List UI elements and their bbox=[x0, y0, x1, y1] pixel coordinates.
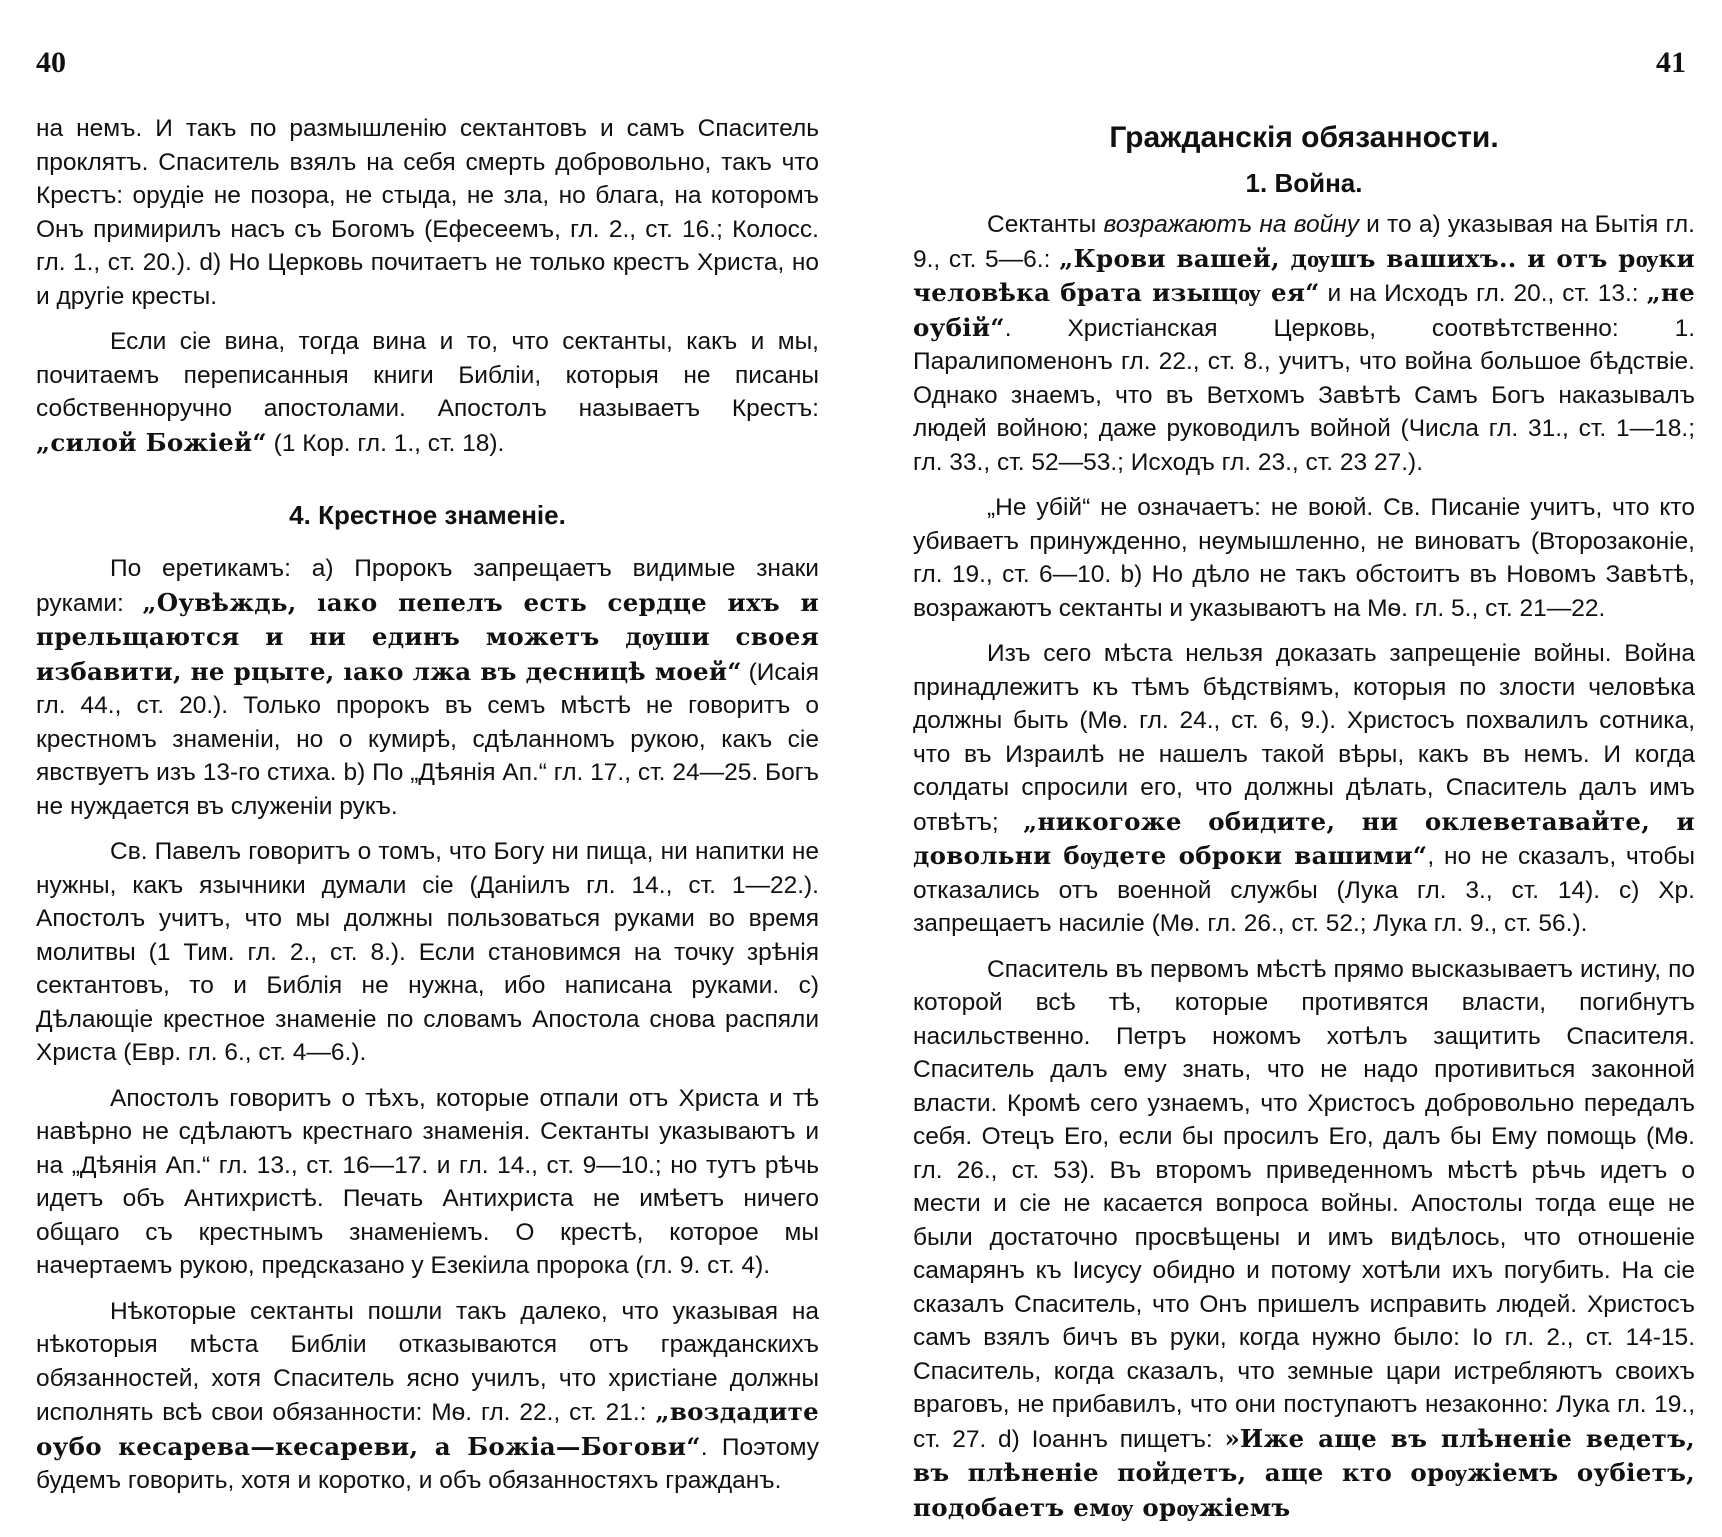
paragraph bbox=[36, 552, 819, 823]
church-slavonic-quote: „воздадите оубо кесарева—кесареви, а Божіа—Богови“ bbox=[36, 1397, 819, 1461]
text-run: Сектанты bbox=[987, 211, 1104, 238]
right-page-number: 41 bbox=[1656, 46, 1686, 79]
church-slavonic-quote: „не оубій“ bbox=[913, 278, 1695, 342]
text-run: Если сіе вина, тогда вина и то, что сектанты, какъ и мы, почитаемъ переписанныя книги Библіи, которыя не писаны собственноручно апостолами. Апостолъ называетъ Крестъ: bbox=[36, 328, 819, 422]
chapter-title: Гражданскія обязанности. bbox=[1109, 121, 1499, 154]
paragraph: на немъ. И такъ по размышленію сектантовъ и самъ Спаситель проклятъ. Спаситель взялъ на себя смерть добровольно, такъ что Крестъ: орудіе не позора, не стыда, не зла, но блага, на которомъ Онъ примирилъ насъ съ Богомъ (Ефесеемъ, гл. 2., ст. 16.; Колосс. гл. 1., ст. 20.). d) Но Церковь почитаетъ не только крестъ Христа, но и другіе кресты. bbox=[36, 115, 819, 310]
paragraph: „Не убій“ не означаетъ: не воюй. Св. Писаніе учитъ, что кто убиваетъ принужденно, неумышленно, не виноватъ (Второзаконіе, гл. 19., ст. 6—10. b) Но дѣло не такъ обстоитъ въ Новомъ Завѣтѣ, возражаютъ сектанты и указываютъ на Мѳ. гл. 5., ст. 21—22. bbox=[913, 494, 1695, 622]
text-run: , но не сказалъ, чтобы отказались отъ военной службы (Лука гл. 3., ст. 14). с) Хр. запрещаетъ насиліе (Мѳ. гл. 26., ст. 52.; Лука гл. 9., ст. 56.). bbox=[913, 843, 1695, 937]
text-run: . Поэтому будемъ говорить, хотя и коротко, и объ обязанностяхъ гражданъ. bbox=[36, 1433, 819, 1494]
right-page-text bbox=[913, 118, 1695, 1537]
paragraph bbox=[36, 1295, 819, 1498]
emphasis-text: возражаютъ на войну bbox=[1103, 211, 1359, 238]
paragraph bbox=[36, 325, 819, 460]
text-run: и на Исходъ гл. 20., ст. 13.: bbox=[1319, 280, 1647, 307]
church-slavonic-quote: „силой Божіей“ bbox=[36, 427, 267, 457]
left-page bbox=[0, 0, 861, 1500]
church-slavonic-quote: „никогоже обидите, ни оклеветавайте, и довольни бѹдете оброки вашими“ bbox=[913, 806, 1695, 870]
paragraph: Св. Павелъ говоритъ о томъ, что Богу ни пища, ни напитки не нужны, какъ язычники думали сіе (Даніилъ гл. 14., ст. 1—22.). Апостолъ учитъ, что мы должны пользоваться руками во время молитвы (1 Тим. гл. 2., ст. 8.). Если становимся на точку зрѣнія сектантовъ, то и Библія не нужна, ибо написана руками. с) Дѣлающіе крестное знаменіе по словамъ Апостола снова распяли Христа (Евр. гл. 6., ст. 4—6.). bbox=[36, 838, 819, 1066]
section-heading: 1. Война. bbox=[1245, 168, 1363, 198]
text-run: Нѣкоторые сектанты пошли такъ далеко, что указывая на нѣкоторыя мѣста Библіи отказываются отъ гражданскихъ обязанностей, хотя Спаситель ясно училъ, что христіане должны исполнять всѣ свои обязанности: Мѳ. гл. 22., ст. 21.: bbox=[36, 1297, 819, 1426]
left-page-number: 40 bbox=[36, 46, 66, 79]
paragraph bbox=[913, 208, 1695, 479]
text-run: (1 Кор. гл. 1., ст. 18). bbox=[266, 429, 505, 457]
text-run: По еретикамъ: а) Пророкъ запрещаетъ видимые знаки руками: bbox=[36, 555, 819, 617]
section-heading: 4. Крестное знаменіе. bbox=[289, 500, 566, 530]
church-slavonic-quote: »Иже аще въ плѣненіе ведетъ, въ плѣненіе пойдетъ, аще кто орѹжіемъ оубіетъ, подобаетъ емѹ орѹжіемъ bbox=[913, 1423, 1695, 1522]
text-run: (Исаія гл. 44., ст. 20.). Только пророкъ въ семъ мѣстѣ не говоритъ о крестномъ знаменіи, но о кумирѣ, сдѣланномъ рукою, какъ сіе явствуетъ изъ 13-го стиха. b) По „Дѣянія Ап.“ гл. 17., ст. 24—25. Богъ не нуждается въ служеніи рукъ. bbox=[36, 658, 819, 820]
text-run: . Христіанская Церковь, соотвѣтственно: 1. Паралипоменонъ гл. 22., ст. 8., учитъ, что война большое бѣдствіе. Однако знаемъ, что въ Ветхомъ Завѣтѣ Самъ Богъ наказывалъ людей войною; даже руководилъ войной (Числа гл. 31., ст. 1—18.; гл. 33., ст. 52—53.; Исходъ гл. 23., ст. 23 27.). bbox=[913, 314, 1695, 476]
paragraph bbox=[913, 953, 1695, 1526]
left-page-text bbox=[36, 112, 819, 1510]
right-page bbox=[861, 0, 1722, 1522]
text-run: Спаситель въ первомъ мѣстѣ прямо высказываетъ истину, по которой всѣ тѣ, которые противятся власти, погибнутъ насильственно. Петръ ножомъ хотѣлъ защитить Спасителя. Спаситель далъ ему знать, что не надо противиться законной власти. Кромѣ сего узнаемъ, что Христосъ добровольно передалъ себя. Отецъ Его, если бы просилъ Его, далъ бы Ему помощь (Мѳ. гл. 26., ст. 53). Въ второмъ приведенномъ мѣстѣ рѣчь идетъ о мести и сіе не касается вопроса войны. Апостолы тогда еще не были достаточно просвѣщены и имъ видѣлось, что отношеніе самарянъ къ Іисусу обидно и потому хотѣли ихъ погубить. На сіе сказалъ Спаситель, что Онъ пришелъ исправить людей. Христосъ самъ взялъ бичъ въ руки, когда нужно было: Іо гл. 2., ст. 14-15. Спаситель, когда сказалъ, что земные цари истребляютъ своихъ враговъ, не прибавилъ, что они поступаютъ незаконно: Лука гл. 19., ст. 27. d) Іоаннъ пищетъ: bbox=[913, 955, 1695, 1453]
paragraph bbox=[913, 637, 1695, 941]
paragraph: Апостолъ говоритъ о тѣхъ, которые отпали отъ Христа и тѣ навѣрно не сдѣлаютъ крестнаго знаменія. Сектанты указываютъ и на „Дѣянія Ап.“ гл. 13., ст. 16—17. и гл. 14., ст. 9—10.; но тутъ рѣчь идетъ объ Антихристѣ. Печать Антихриста не имѣетъ ничего общаго съ крестнымъ знаменіемъ. О крестѣ, которое мы начертаемъ рукою, предсказано у Езекіила пророка (гл. 9. ст. 4). bbox=[36, 1084, 819, 1279]
church-slavonic-quote: „Крови вашей, дѹшъ вашихъ.. и отъ рѹки человѣка брата изыщѹ ея“ bbox=[913, 243, 1696, 307]
text-run: и то а) указывая на Бытія гл. 9., ст. 5—6.: bbox=[913, 211, 1695, 273]
church-slavonic-quote: „Оувѣждь, ıако пепелъ есть сердце ихъ и прельщаются и ни единъ можетъ дѹши своея избавити, не рцыте, ıако лжа въ десницѣ моей“ bbox=[36, 587, 819, 686]
text-run: Изъ сего мѣста нельзя доказать запрещеніе войны. Война принадлежитъ къ тѣмъ бѣдствіямъ, которыя по злости человѣка должны быть (Мѳ. гл. 24., ст. 6, 9.). Христосъ похвалилъ сотника, что въ Израилѣ не нашелъ такой вѣры, какъ въ немъ. И когда солдаты спросили его, что должны дѣлать, Спаситель далъ имъ отвѣтъ; bbox=[913, 640, 1695, 836]
